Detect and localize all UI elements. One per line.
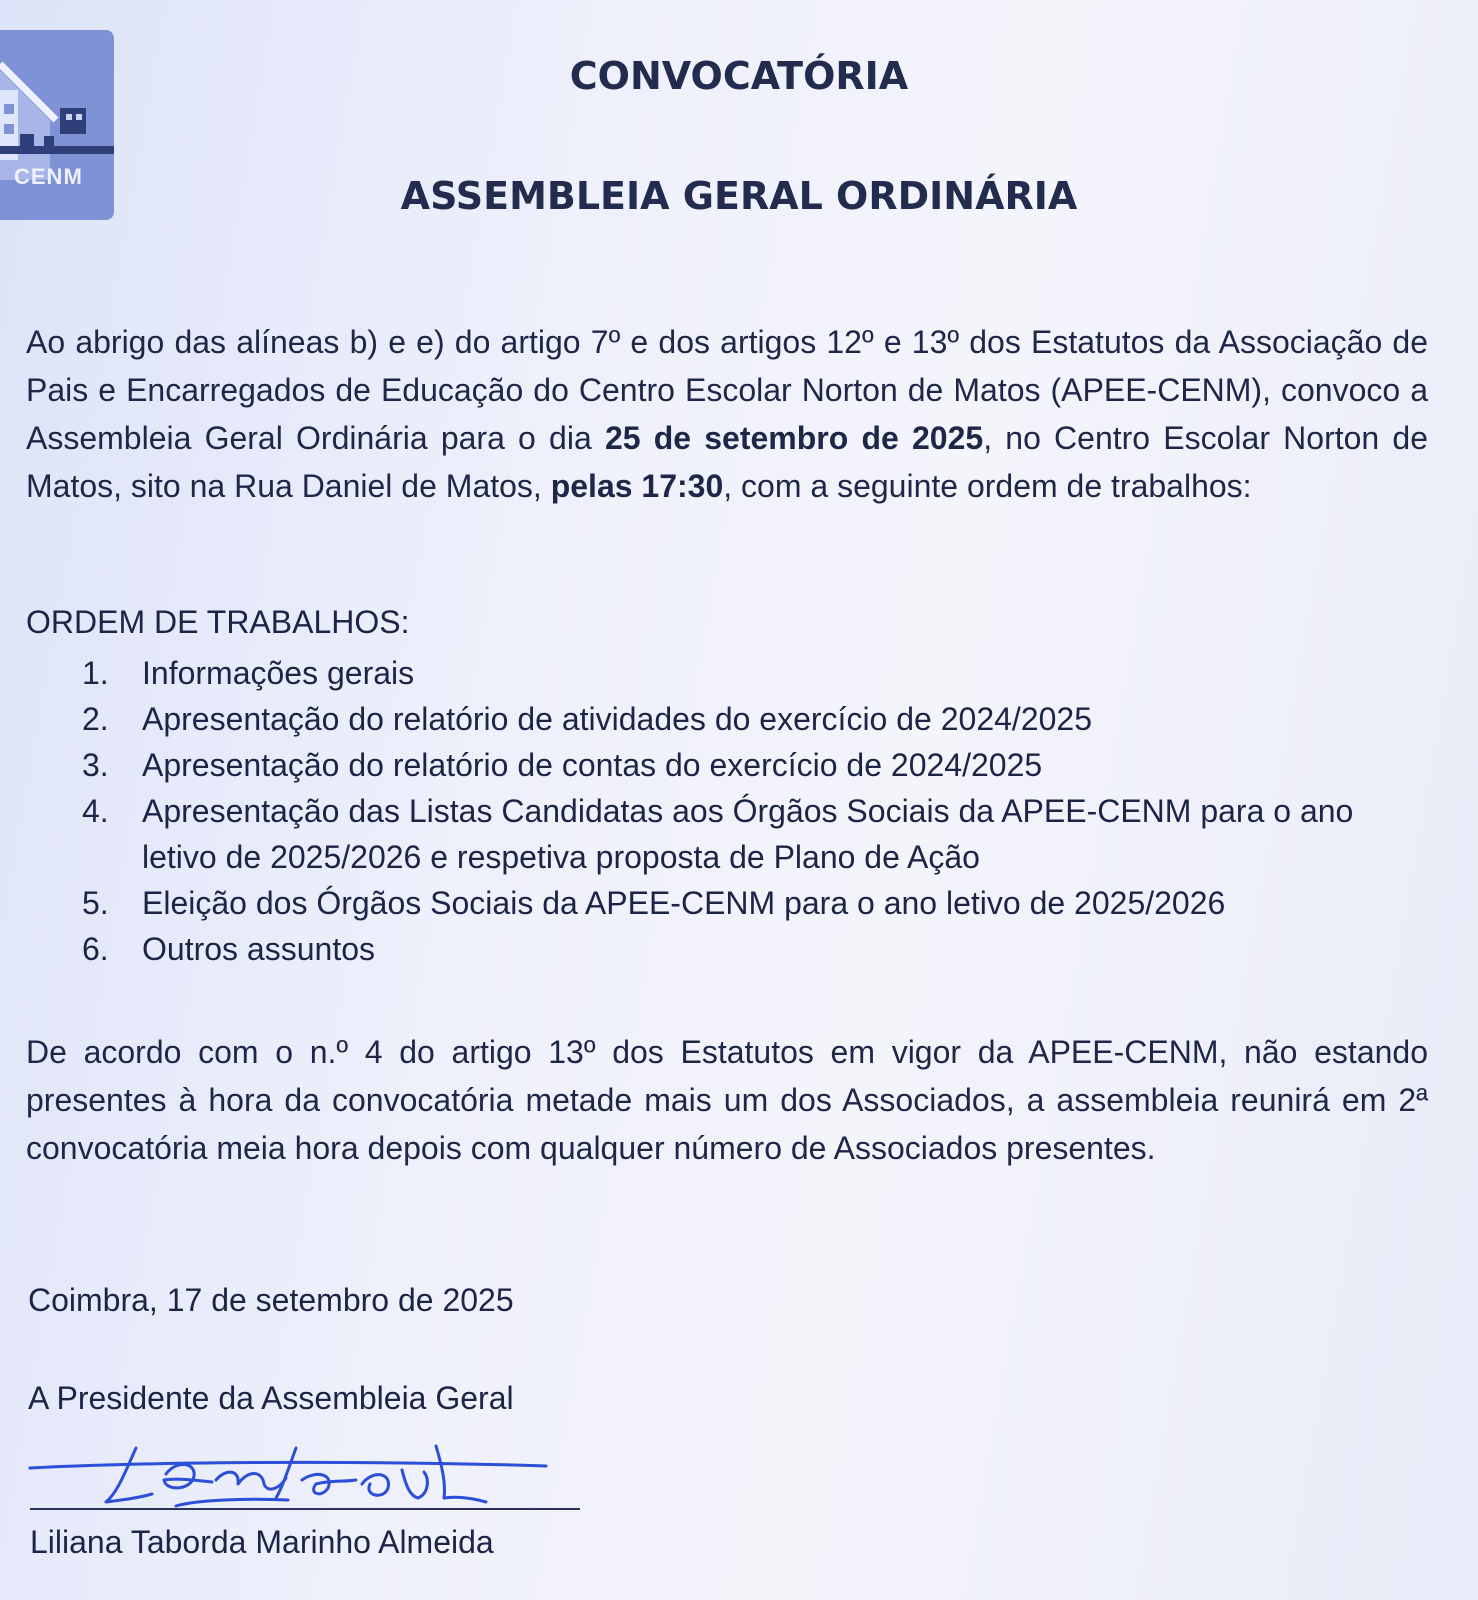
agenda-item-text: Outros assuntos	[142, 931, 375, 967]
agenda-item	[26, 696, 1428, 742]
intro-location: , no Centro Escolar Norton de Matos, sito na Rua Daniel de Matos,	[26, 420, 1429, 504]
meeting-time: pelas 17:30	[550, 468, 724, 504]
meeting-date: 25 de setembro de 2025	[604, 420, 984, 456]
signer-name: Liliana Taborda Marinho Almeida	[30, 1524, 494, 1560]
document-subtitle: ASSEMBLEIA GERAL ORDINÁRIA	[400, 174, 1078, 218]
agenda-list	[26, 650, 1428, 972]
signature-line	[30, 1508, 580, 1510]
agenda-heading: ORDEM DE TRABALHOS:	[26, 604, 410, 640]
agenda-item-text: Apresentação do relatório de contas do exercício de 2024/2025	[142, 747, 1043, 783]
intro-paragraph	[26, 318, 1428, 510]
agenda-item	[26, 650, 1428, 696]
logo-text: CENM	[14, 164, 83, 189]
place-date: Coimbra, 17 de setembro de 2025	[28, 1282, 514, 1318]
signer-role: A Presidente da Assembleia Geral	[28, 1380, 514, 1416]
agenda-item-number: 6.	[82, 931, 109, 967]
agenda-item-number: 5.	[82, 885, 109, 921]
agenda-item-text: Eleição dos Órgãos Sociais da APEE-CENM para o ano letivo de 2025/2026	[142, 885, 1226, 921]
document-title: CONVOCATÓRIA	[569, 54, 909, 98]
quorum-paragraph: De acordo com o n.º 4 do artigo 13º dos Estatutos em vigor da APEE-CENM, não estando presentes à hora da convocatória metade mais um dos Associados, a assembleia reunirá em 2ª convocatória meia hora depois com qualquer número de Associados presentes.	[26, 1034, 1428, 1166]
intro-text: Ao abrigo das alíneas b) e e) do artigo 7º e dos artigos 12º e 13º dos Estatutos da Associação de Pais e Encarregados de Educação do Centro Escolar Norton de Matos (APEE-CENM), convoco a Assembleia Geral Ordinária para o dia	[26, 324, 1428, 456]
agenda-item-number: 4.	[82, 793, 109, 829]
intro-closing: , com a seguinte ordem de trabalhos:	[723, 468, 1252, 504]
agenda-item	[26, 788, 1428, 880]
agenda-item-text: Informações gerais	[142, 655, 415, 691]
agenda-item	[26, 742, 1428, 788]
agenda-item-number: 1.	[82, 655, 109, 691]
agenda-item	[26, 926, 1428, 972]
agenda-item-number: 3.	[82, 747, 109, 783]
agenda-item-number: 2.	[82, 701, 109, 737]
agenda-item	[26, 880, 1428, 926]
agenda-item-text: Apresentação das Listas Candidatas aos Órgãos Sociais da APEE-CENM para o ano letivo de 2025/2026 e respetiva proposta de Plano de Ação	[142, 793, 1354, 875]
agenda-item-text: Apresentação do relatório de atividades do exercício de 2024/2025	[142, 701, 1092, 737]
